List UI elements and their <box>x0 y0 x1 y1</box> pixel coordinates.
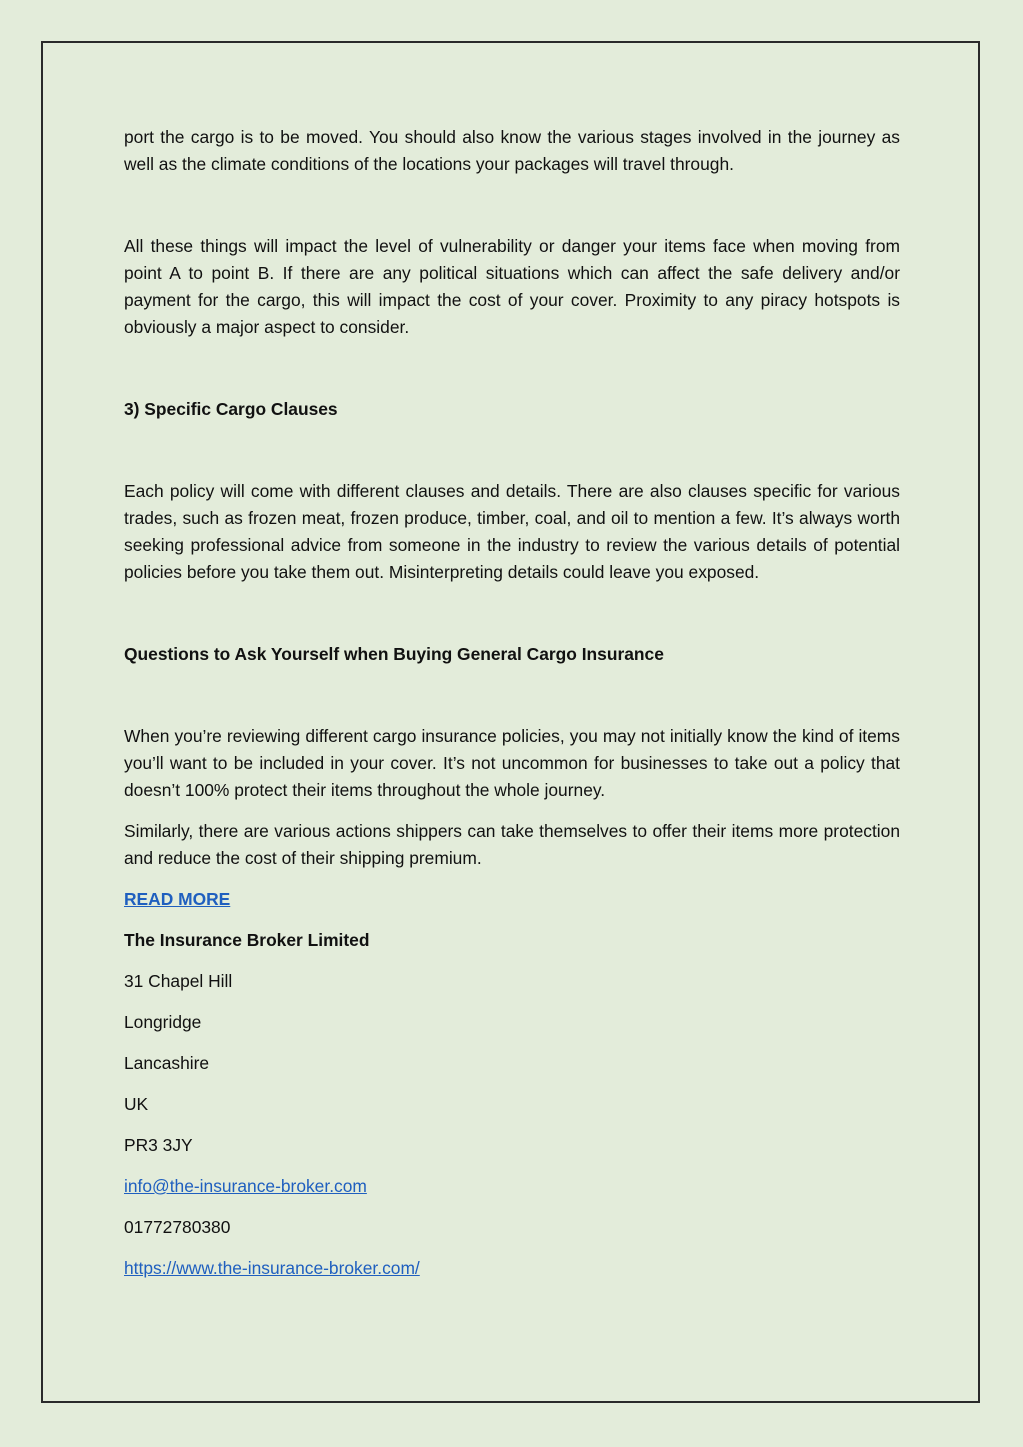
address-line-1: 31 Chapel Hill <box>124 971 233 991</box>
read-more-link[interactable]: READ MORE <box>124 889 231 909</box>
address-postcode: PR3 3JY <box>124 1135 193 1155</box>
address-line-3: Lancashire <box>124 1053 210 1073</box>
address-country: UK <box>124 1094 149 1114</box>
document-content <box>124 124 900 1296</box>
paragraph-vulnerability: All these things will impact the level of vulnerability or danger your items face when moving from point A to point B. If there are any political situations which can affect the safe delivery and/or payment for the cargo, this will impact the cost of your cover. Proximity to any piracy hotspots is obviously a major aspect to consider. <box>124 236 900 337</box>
heading-specific-cargo-clauses: 3) Specific Cargo Clauses <box>124 399 338 419</box>
paragraph-similarly: Similarly, there are various actions shippers can take themselves to offer their items more protection and reduce the cost of their shipping premium. <box>124 821 900 868</box>
company-name: The Insurance Broker Limited <box>124 930 370 950</box>
address-line-2: Longridge <box>124 1012 202 1032</box>
paragraph-reviewing-policies: When you’re reviewing different cargo insurance policies, you may not initially know the kind of items you’ll want to be included in your cover. It’s not uncommon for businesses to take out a policy that doesn’t 100% protect their items throughout the whole journey. <box>124 726 900 800</box>
phone-number: 01772780380 <box>124 1217 231 1237</box>
website-link[interactable]: https://www.the-insurance-broker.com/ <box>124 1258 420 1278</box>
heading-questions: Questions to Ask Yourself when Buying General Cargo Insurance <box>124 644 664 664</box>
paragraph-policy-clauses: Each policy will come with different clauses and details. There are also clauses specific for various trades, such as frozen meat, frozen produce, timber, coal, and oil to mention a few. It’s always worth seeking professional advice from someone in the industry to review the various details of potential policies before you take them out. Misinterpreting details could leave you exposed. <box>124 481 900 582</box>
paragraph-port-cargo: port the cargo is to be moved. You should also know the various stages involved in the journey as well as the climate conditions of the locations your packages will travel through. <box>124 127 900 174</box>
email-link[interactable]: info@the-insurance-broker.com <box>124 1176 367 1196</box>
